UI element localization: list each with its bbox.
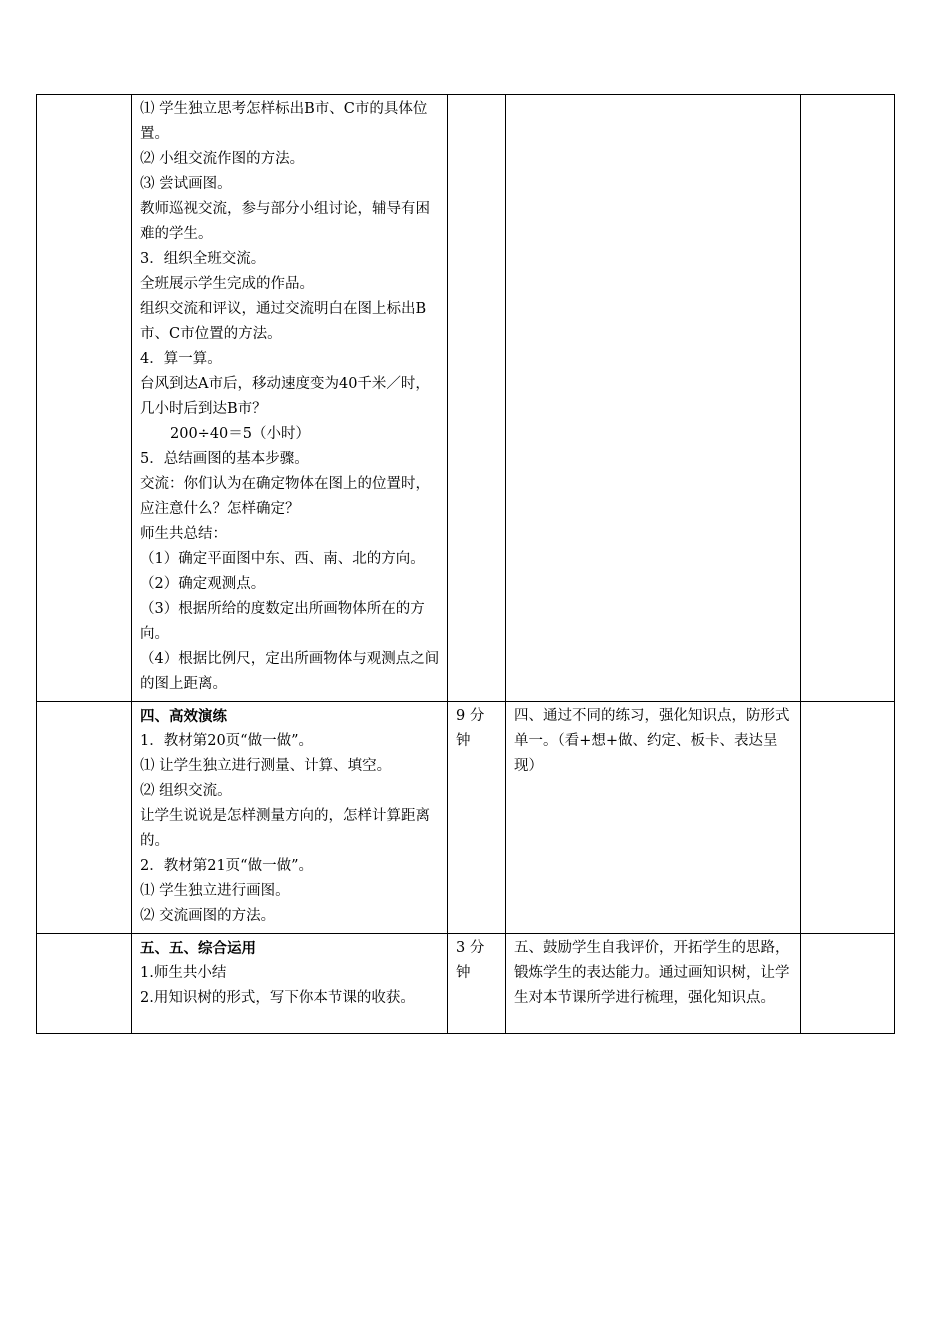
time-text: 9 分钟 [456,708,485,749]
process-cell [132,934,448,1034]
intent-cell [506,702,801,934]
process-line: 4．算一算。 [140,351,222,367]
process-line: （3）根据所给的度数定出所画物体所在的方向。 [140,601,425,642]
process-line: （4）根据比例尺，定出所画物体与观测点之间的图上距离。 [140,651,440,692]
intent-cell [506,95,801,702]
time-cell [448,934,506,1034]
process-line: （2）确定观测点。 [140,576,266,592]
time-cell [448,95,506,702]
process-line: ⑶ 尝试画图。 [140,176,232,192]
process-line: 让学生说说是怎样测量方向的，怎样计算距离的。 [140,808,430,849]
process-line: （1）确定平面图中东、西、南、北的方向。 [140,551,425,567]
process-line: 1.师生共小结 [140,965,227,981]
process-line: ⑴ 学生独立思考怎样标出B市、C市的具体位置。 [140,101,428,142]
process-line: 2.用知识树的形式，写下你本节课的收获。 [140,990,415,1006]
process-line: 教师巡视交流，参与部分小组讨论，辅导有困难的学生。 [140,201,430,242]
section-cell [37,934,132,1034]
intent-text: 五、鼓励学生自我评价，开拓学生的思路，锻炼学生的表达能力。通过画知识树，让学生对本节课所学进行梳理，强化知识点。 [514,940,790,1006]
process-line: 1．教材第20页“做一做”。 [140,733,314,749]
process-line: ⑴ 学生独立进行画图。 [140,883,290,899]
process-line: ⑵ 小组交流作图的方法。 [140,151,305,167]
process-line: 2．教材第21页“做一做”。 [140,858,314,874]
process-line: 组织交流和评议，通过交流明白在图上标出B市、C市位置的方法。 [140,301,427,342]
section-cell [37,702,132,934]
process-line: ⑵ 交流画图的方法。 [140,908,276,924]
section-heading: 四、高效演练 [140,708,227,725]
process-cell [132,95,448,702]
process-line: 全班展示学生完成的作品。 [140,276,314,292]
table-row [37,95,895,702]
table-row [37,702,895,934]
notes-cell [801,95,895,702]
intent-text: 四、通过不同的练习，强化知识点，防形式单一。（看+想+做、约定、板卡、表达呈现） [514,708,790,774]
section-cell [37,95,132,702]
table-row [37,934,895,1034]
process-line: ⑵ 组织交流。 [140,783,232,799]
notes-cell [801,702,895,934]
process-line: 5．总结画图的基本步骤。 [140,451,309,467]
process-cell [132,702,448,934]
time-cell [448,702,506,934]
section-heading: 五、五、综合运用 [140,940,256,957]
process-line: ⑴ 让学生独立进行测量、计算、填空。 [140,758,392,774]
intent-cell [506,934,801,1034]
process-line: 台风到达A市后，移动速度变为40千米／时，几小时后到达B市？ [140,376,430,417]
lesson-plan-table [36,94,895,1034]
process-line: 交流：你们认为在确定物体在图上的位置时，应注意什么？怎样确定？ [140,476,430,517]
notes-cell [801,934,895,1034]
process-line: 3．组织全班交流。 [140,251,266,267]
process-line: 200÷40＝5（小时） [170,426,311,442]
time-text: 3 分钟 [456,940,485,981]
process-line: 师生共总结： [140,526,227,542]
